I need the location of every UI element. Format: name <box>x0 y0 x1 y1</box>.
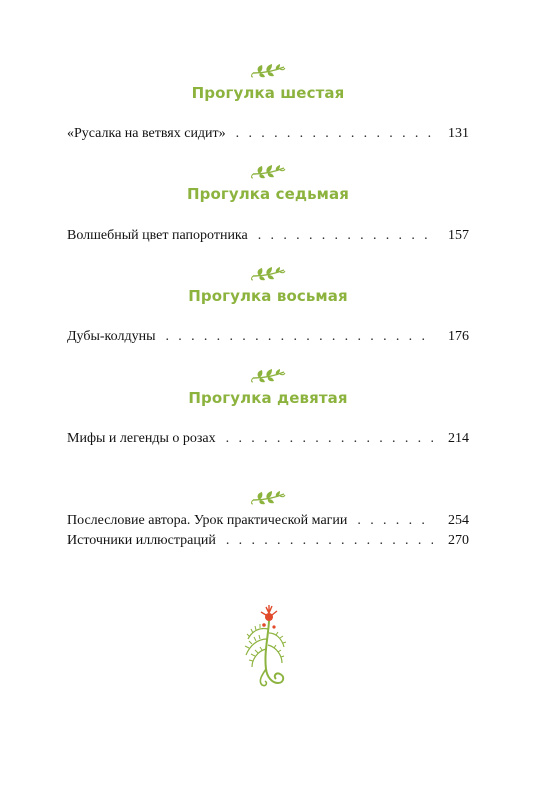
dot-leader <box>357 511 433 531</box>
section-title: Прогулка девятая <box>188 389 348 407</box>
toc-entry[interactable] <box>67 327 469 347</box>
page-number: 157 <box>448 228 469 243</box>
toc-entry[interactable] <box>67 429 469 449</box>
dot-leader <box>236 124 433 144</box>
toc-entry[interactable] <box>67 124 469 144</box>
entry-title: Мифы и легенды о розах <box>67 431 216 446</box>
page-number: 254 <box>448 513 469 528</box>
toc-entry[interactable] <box>67 511 469 531</box>
dot-leader <box>226 531 433 551</box>
dot-leader <box>226 429 433 449</box>
sprig-icon <box>250 368 286 384</box>
section-title: Прогулка шестая <box>191 84 345 102</box>
sprig-icon <box>250 63 286 79</box>
entry-title: Волшебный цвет папоротника <box>67 228 248 243</box>
section-title: Прогулка седьмая <box>186 185 349 203</box>
page-number: 176 <box>448 329 469 344</box>
sprig-icon <box>250 164 286 180</box>
entry-title: «Русалка на ветвях сидит» <box>67 126 226 141</box>
entry-title: Дубы-колдуны <box>67 329 156 344</box>
toc-entry[interactable] <box>67 531 469 551</box>
section-title: Прогулка восьмая <box>188 287 348 305</box>
sprig-icon <box>250 266 286 282</box>
entry-title: Послесловие автора. Урок практической магии <box>67 513 348 528</box>
page-number: 131 <box>448 126 469 141</box>
page-number: 214 <box>448 431 469 446</box>
dot-leader <box>165 327 433 347</box>
flower-illustration <box>238 603 298 693</box>
dot-leader <box>258 226 433 246</box>
sprig-icon <box>250 490 286 506</box>
toc-entry[interactable] <box>67 226 469 246</box>
page-number: 270 <box>448 533 469 548</box>
entry-title: Источники иллюстраций <box>67 533 216 548</box>
